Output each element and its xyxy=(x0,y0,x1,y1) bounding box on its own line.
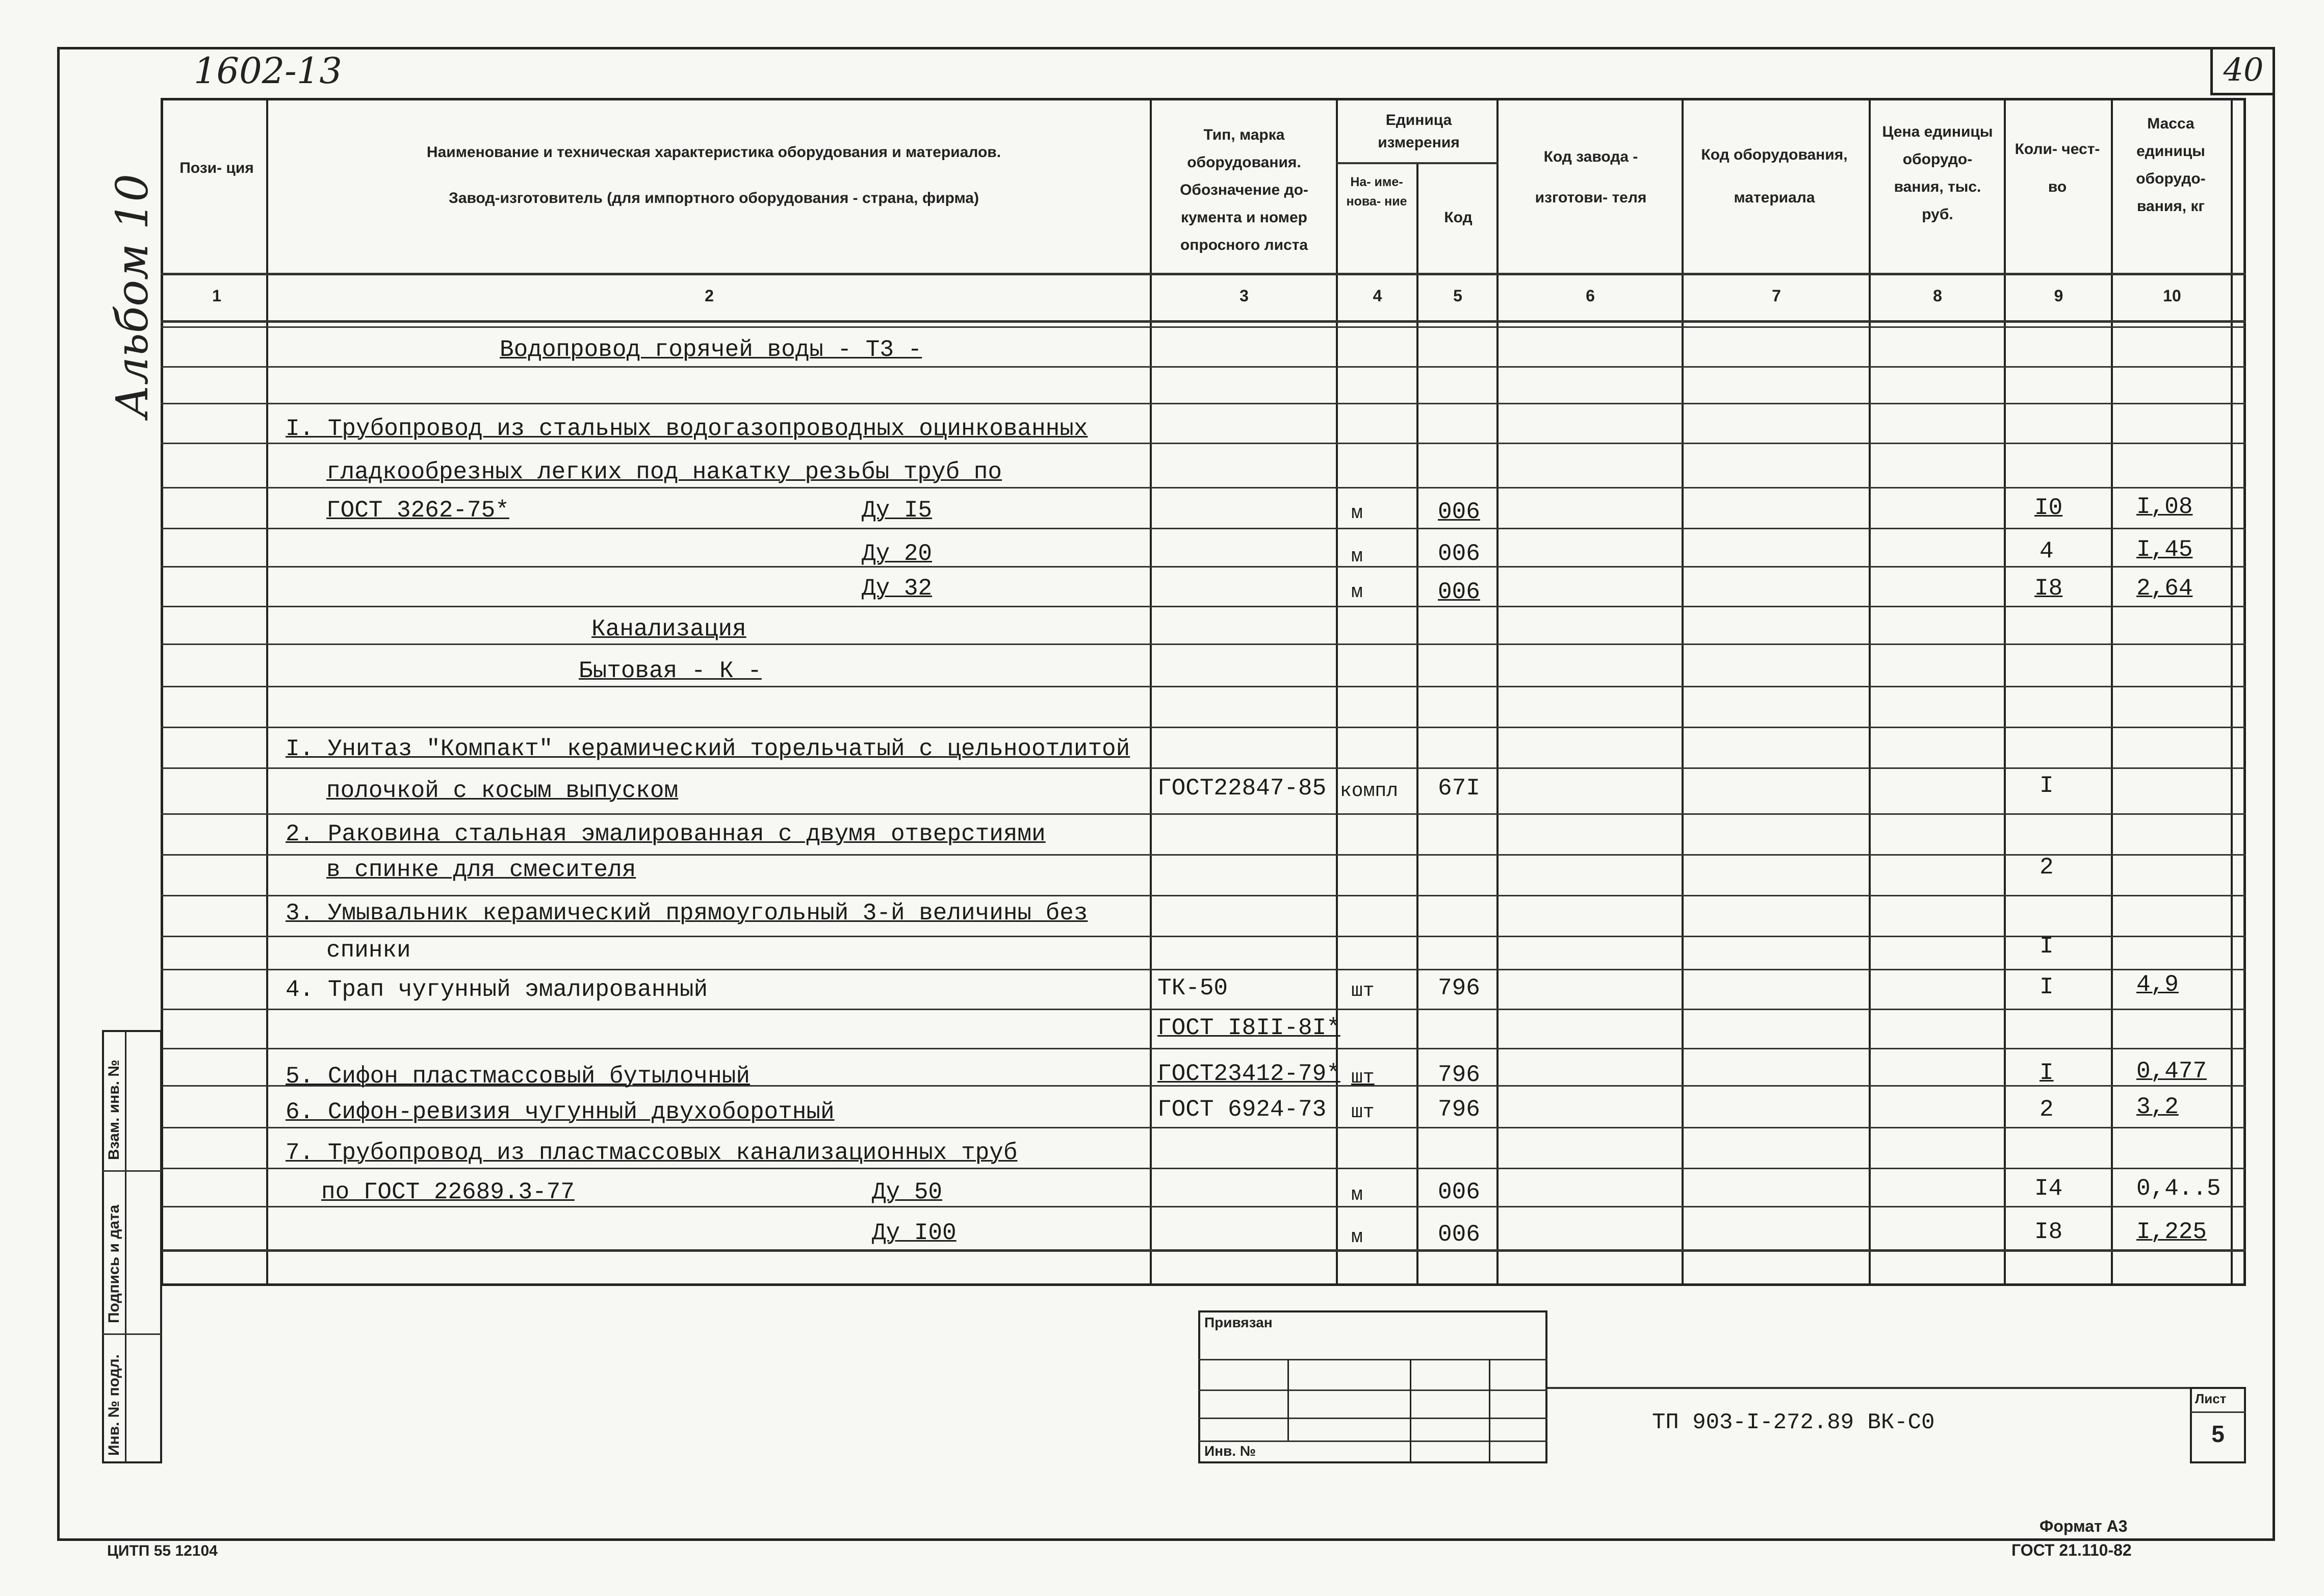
item-name: 3. Умывальник керамический прямоугольный 3-й величины без xyxy=(286,900,1088,926)
header-equipment-code: Код оборудования, материала xyxy=(1701,146,1848,206)
unit-mass: 2,64 xyxy=(2136,575,2193,602)
row-line xyxy=(161,487,2246,488)
unit-group-line xyxy=(1336,162,1498,164)
item-name: I. Трубопровод из стальных водогазопроводных оцинкованных xyxy=(286,416,1088,442)
item-name: 6. Сифон-ревизия чугунный двухоборотный xyxy=(286,1099,835,1125)
col-line-6 xyxy=(1682,98,1684,1286)
row-line xyxy=(161,403,2246,404)
header-position: Пози- ция xyxy=(179,160,254,176)
quantity: I xyxy=(2039,773,2054,799)
item-name: спинки xyxy=(326,937,411,964)
footer-format: Формат А3 xyxy=(2039,1517,2128,1535)
header-plant-code: Код завода - изготови- теля xyxy=(1535,148,1647,206)
unit-name: м xyxy=(1351,581,1363,603)
quantity: 2 xyxy=(2039,1096,2054,1123)
subsection-title-domestic: Бытовая - К - xyxy=(579,658,762,684)
header-bottom-line xyxy=(161,273,2246,275)
footer-gost: ГОСТ 21.110-82 xyxy=(2011,1541,2132,1559)
stamp-vline xyxy=(1410,1359,1411,1463)
quantity: I xyxy=(2039,1060,2054,1086)
quantity: I xyxy=(2039,974,2054,1000)
col-line-4 xyxy=(1416,163,1418,1286)
quantity: 4 xyxy=(2039,538,2054,564)
document-designation: ГОСТ22847-85 xyxy=(1157,775,1327,802)
nominal-diameter: Ду 32 xyxy=(862,575,933,602)
side-stamp-line xyxy=(102,1170,162,1172)
unit-mass: I,08 xyxy=(2136,494,2193,520)
colnum-bottom-line xyxy=(161,320,2246,323)
row-line xyxy=(161,528,2246,529)
side-stamp-vline xyxy=(125,1030,126,1463)
unit-name: шт xyxy=(1351,1067,1375,1089)
col-line-1 xyxy=(266,98,268,1286)
header-unit-code: Код xyxy=(1444,209,1473,226)
inv-number-label: Инв. № xyxy=(1204,1443,1256,1459)
header-type: Тип, марка оборудования. Обозначение до- кумента и номер опросного листа xyxy=(1180,126,1308,253)
row-line xyxy=(161,767,2246,769)
unit-code: 67I xyxy=(1438,775,1480,802)
unit-code: 796 xyxy=(1438,975,1480,1001)
column-number-4: 4 xyxy=(1373,287,1382,305)
column-number-7: 7 xyxy=(1772,287,1781,305)
unit-mass: I,45 xyxy=(2136,536,2193,563)
unit-code: 796 xyxy=(1438,1062,1480,1088)
unit-name: м xyxy=(1351,1226,1363,1248)
unit-code: 006 xyxy=(1438,1221,1480,1248)
unit-code: 006 xyxy=(1438,579,1480,605)
col-line-10 xyxy=(2231,98,2233,1286)
list-label: Лист xyxy=(2195,1391,2227,1406)
item-name: в спинке для смесителя xyxy=(326,857,636,883)
column-number-6: 6 xyxy=(1586,287,1595,305)
row-line xyxy=(161,566,2246,568)
item-name: ГОСТ 3262-75* xyxy=(326,497,509,524)
side-stamp-vzam-inv: Взам. инв. № xyxy=(106,1060,122,1160)
list-box-line xyxy=(2190,1411,2246,1413)
unit-name: м xyxy=(1351,502,1363,524)
nominal-diameter: Ду I5 xyxy=(862,497,933,524)
col-line-9 xyxy=(2111,98,2113,1286)
unit-mass: 0,477 xyxy=(2136,1058,2207,1085)
row-line xyxy=(161,895,2246,896)
unit-name: шт xyxy=(1351,980,1375,1002)
stamp-line xyxy=(1198,1389,1547,1391)
document-designation: ГОСТ23412-79* xyxy=(1157,1061,1340,1087)
item-name: по ГОСТ 22689.3-77 xyxy=(321,1179,575,1205)
item-name: 4. Трап чугунный эмалированный xyxy=(286,976,708,1003)
item-name: 2. Раковина стальная эмалированная с двумя отверстиями xyxy=(286,821,1046,847)
side-stamp-signature-date: Подпись и дата xyxy=(106,1204,122,1323)
col-line-8 xyxy=(2004,98,2006,1286)
row-line xyxy=(161,443,2246,444)
unit-code: 006 xyxy=(1438,1179,1480,1205)
section-title-hot-water: Водопровод горячей воды - Т3 - xyxy=(500,337,922,363)
row-line xyxy=(161,1048,2246,1049)
quantity: 2 xyxy=(2039,854,2054,881)
privyazan-label: Привязан xyxy=(1204,1315,1273,1330)
item-name: полочкой с косым выпуском xyxy=(326,778,679,804)
nominal-diameter: Ду 50 xyxy=(872,1179,943,1205)
table-bottom-line xyxy=(161,1249,2246,1252)
stamp-vline xyxy=(1489,1359,1490,1463)
item-name: I. Унитаз "Компакт" керамический торельчатый с цельноотлитой xyxy=(286,736,1130,762)
header-name-line1: Наименование и техническая характеристика оборудования и материалов. xyxy=(426,144,1001,161)
nominal-diameter: Ду 20 xyxy=(862,540,933,567)
header-quantity: Коли- чест- во xyxy=(2015,141,2100,195)
row-line xyxy=(161,1206,2246,1207)
column-number-9: 9 xyxy=(2054,287,2063,305)
sheet-number: 40 xyxy=(2223,51,2264,88)
row-line xyxy=(161,1127,2246,1128)
quantity: I8 xyxy=(2034,575,2063,602)
album-label-handwritten: Альбом 10 xyxy=(107,173,158,418)
row-line xyxy=(161,813,2246,815)
document-designation: ГОСТ I8II-8I* xyxy=(1157,1015,1340,1041)
document-designation-stamp: ТП 903-I-272.89 ВК-С0 xyxy=(1652,1410,1935,1435)
unit-mass: 4,9 xyxy=(2136,971,2179,998)
column-number-2: 2 xyxy=(705,287,714,305)
column-number-1: 1 xyxy=(212,287,221,305)
col-line-3 xyxy=(1336,98,1338,1286)
item-name: 7. Трубопровод из пластмассовых канализационных труб xyxy=(286,1140,1018,1166)
list-number: 5 xyxy=(2211,1421,2225,1447)
nominal-diameter: Ду I00 xyxy=(872,1220,957,1246)
unit-name: компл xyxy=(1340,780,1399,802)
stamp-line xyxy=(1198,1359,1547,1360)
stamp-vline xyxy=(1287,1359,1289,1440)
header-unit-name: На- име- нова- ние xyxy=(1346,175,1407,209)
footer-citp-code: ЦИТП 55 12104 xyxy=(107,1542,218,1559)
header-unit-group: Единица измерения xyxy=(1378,112,1460,151)
header-name-line2: Завод-изготовитель (для импортного оборудования - страна, фирма) xyxy=(449,190,979,207)
row-line xyxy=(161,727,2246,728)
header-price: Цена единицы оборудо- вания, тыс. руб. xyxy=(1882,123,1993,223)
quantity: I8 xyxy=(2034,1219,2063,1245)
column-number-5: 5 xyxy=(1453,287,1462,305)
column-number-8: 8 xyxy=(1933,287,1942,305)
doc-code-handwritten: 1602-13 xyxy=(194,50,342,92)
row-line xyxy=(161,854,2246,856)
row-line xyxy=(161,366,2246,368)
stamp-line xyxy=(1198,1418,1547,1419)
col-line-5 xyxy=(1496,98,1499,1286)
row-line xyxy=(161,936,2246,937)
row-line xyxy=(161,969,2246,970)
document-designation: ТК-50 xyxy=(1157,975,1228,1001)
title-block-line xyxy=(1547,1387,2246,1389)
quantity: I0 xyxy=(2034,495,2063,521)
unit-code: 006 xyxy=(1438,540,1480,567)
document-designation: ГОСТ 6924-73 xyxy=(1157,1096,1327,1123)
item-name: 5. Сифон пластмассовый бутылочный xyxy=(286,1063,750,1090)
row-line xyxy=(161,1009,2246,1010)
unit-mass: 3,2 xyxy=(2136,1094,2179,1120)
col-line-2 xyxy=(1150,98,1152,1286)
unit-code: 006 xyxy=(1438,499,1480,525)
unit-mass: I,225 xyxy=(2136,1219,2207,1245)
col-line-7 xyxy=(1869,98,1871,1286)
side-stamp-line xyxy=(102,1333,162,1335)
unit-name: м xyxy=(1351,546,1363,568)
unit-name: шт xyxy=(1351,1101,1375,1123)
quantity: I4 xyxy=(2034,1175,2063,1202)
row-line xyxy=(161,326,2246,328)
side-stamp-inv-podl: Инв. № подл. xyxy=(106,1354,122,1456)
unit-code: 796 xyxy=(1438,1096,1480,1123)
quantity: I xyxy=(2039,933,2054,960)
row-line xyxy=(161,643,2246,645)
section-title-sewerage: Канализация xyxy=(591,616,746,642)
item-name: гладкообрезных легких под накатку резьбы труб по xyxy=(326,459,1002,485)
row-line xyxy=(161,1168,2246,1169)
column-number-10: 10 xyxy=(2163,287,2181,305)
stamp-line xyxy=(1198,1440,1547,1442)
header-mass: Масса единицы оборудо- вания, кг xyxy=(2136,115,2206,215)
unit-name: м xyxy=(1351,1184,1363,1206)
column-number-3: 3 xyxy=(1240,287,1249,305)
unit-mass: 0,4..5 xyxy=(2136,1175,2221,1202)
row-line xyxy=(161,686,2246,687)
row-line xyxy=(161,606,2246,607)
